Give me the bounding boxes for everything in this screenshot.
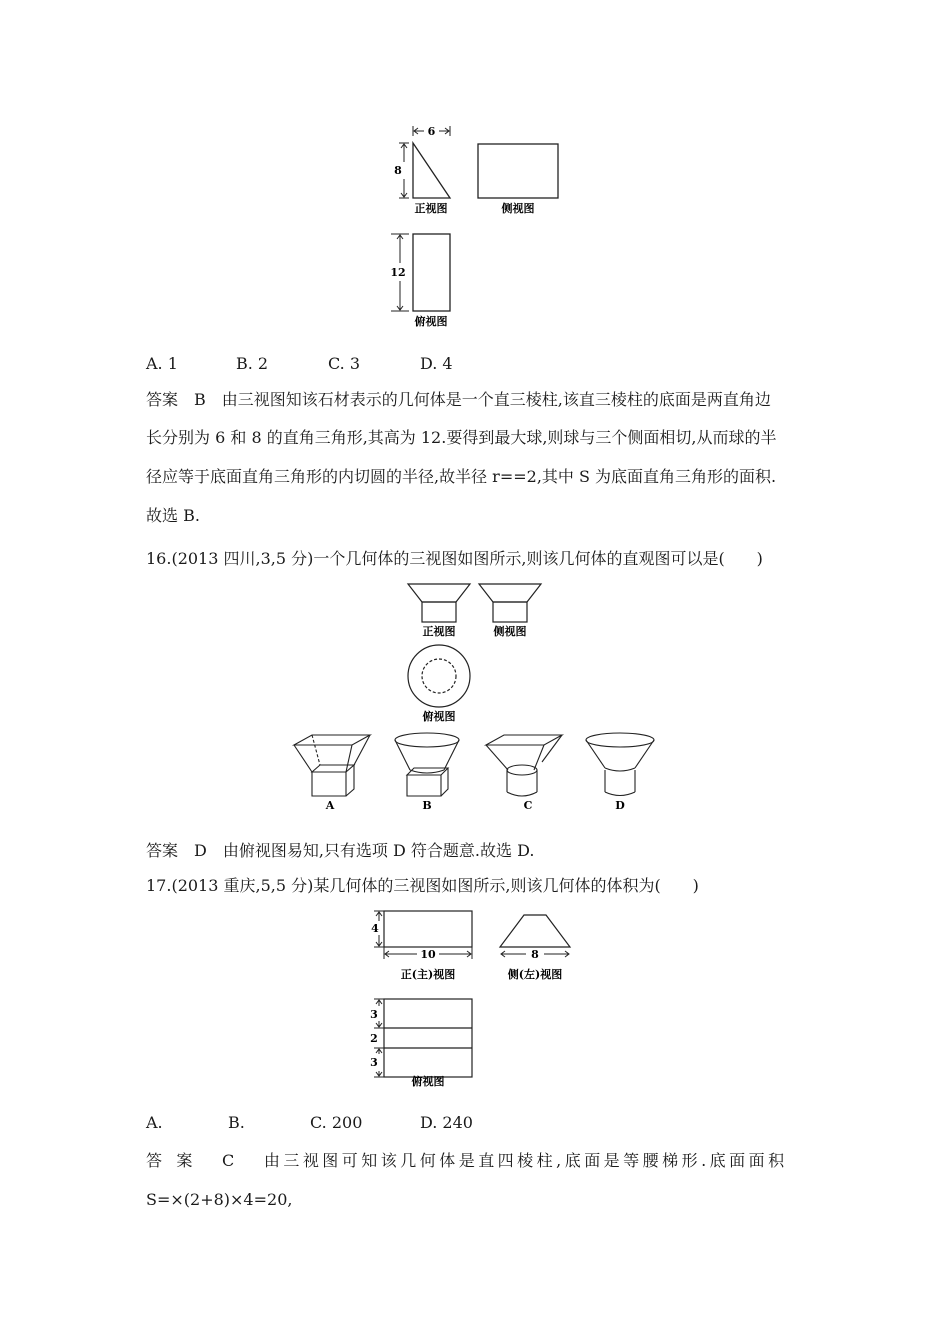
q17-dimension-top-label: 8 <box>531 948 539 961</box>
q17-dimension-row-3-label: 3 <box>370 1056 378 1069</box>
q17-side-view-trapezoid <box>500 915 570 947</box>
choice-d-solid <box>586 733 654 796</box>
choice-c-label: C <box>523 799 533 812</box>
q15-answer-line-4: 故选 B. <box>146 506 200 525</box>
dimension-height-label: 8 <box>394 164 402 177</box>
choice-b-solid <box>395 733 459 796</box>
figure-q16-three-views <box>400 578 550 726</box>
q17-answer-line-1: 答 案 C 由 三 视 图 可 知 该 几 何 体 是 直 四 棱 柱 , 底 面 是 等 腰 梯 形 . 底 面 面 积 <box>146 1151 784 1170</box>
choice-a-label: A <box>325 799 335 812</box>
q17-options <box>146 1113 473 1133</box>
q15-option-b: B. 2 <box>236 354 269 373</box>
figure-three-views-prism <box>380 118 580 333</box>
side-view-rect <box>478 144 558 198</box>
q16-top-view-label: 俯视图 <box>422 710 456 723</box>
q17-top-view <box>384 999 472 1077</box>
q17-answer-line-2: S=×(2+8)×4=20, <box>146 1190 293 1209</box>
q17-dimension-length-label: 10 <box>420 948 436 961</box>
q15-answer-line-2: 长分别为 6 和 8 的直角三角形,其高为 12.要得到最大球,则球与三个侧面相切,从而球的半 <box>146 428 777 447</box>
q16-side-view-label: 侧视图 <box>493 625 527 638</box>
q17-option-c: C. 200 <box>310 1113 363 1132</box>
side-view-label: 侧视图 <box>501 202 535 215</box>
q17-option-a: A. <box>146 1113 163 1132</box>
q16-side-view <box>479 584 541 622</box>
figure-q16-choices <box>290 730 670 812</box>
q17-top-view-label: 俯视图 <box>411 1075 445 1088</box>
q17-side-view-label: 侧(左)视图 <box>507 968 563 981</box>
q17-option-d: D. 240 <box>420 1113 473 1132</box>
q17-dimension-row-2-label: 2 <box>370 1032 378 1045</box>
q15-options <box>146 354 453 374</box>
q15-option-c: C. 3 <box>328 354 361 373</box>
q17-front-view <box>384 911 472 947</box>
q17-dimension-row-1-label: 3 <box>370 1008 378 1021</box>
choice-c-solid <box>486 735 562 796</box>
q15-answer-line-3: 径应等于底面直角三角形的内切圆的半径,故半径 r==2,其中 S 为底面直角三角形的面积. <box>146 467 777 486</box>
choice-b-label: B <box>422 799 432 812</box>
q15-option-d: D. 4 <box>420 354 453 373</box>
q16-top-view <box>408 645 470 707</box>
q16-answer: 答案 D 由俯视图易知,只有选项 D 符合题意.故选 D. <box>146 841 535 860</box>
q17-option-b: B. <box>228 1113 245 1132</box>
q17-question: 17.(2013 重庆,5,5 分)某几何体的三视图如图所示,则该几何体的体积为( ) <box>146 876 699 895</box>
q16-front-view <box>408 584 470 622</box>
q15-option-a: A. 1 <box>146 354 178 373</box>
figure-q17-three-views <box>362 905 592 1090</box>
q17-front-view-label: 正(主)视图 <box>400 968 456 981</box>
q17-dimension-height-label: 4 <box>371 922 379 935</box>
top-view-label: 俯视图 <box>414 315 448 328</box>
front-view-label: 正视图 <box>414 202 448 215</box>
choice-d-label: D <box>615 799 625 812</box>
dimension-depth-label: 12 <box>390 266 406 279</box>
choice-a-solid <box>294 735 370 796</box>
dimension-width-label: 6 <box>427 125 436 138</box>
q15-answer-line-1: 答案 B 由三视图知该石材表示的几何体是一个直三棱柱,该直三棱柱的底面是两直角边 <box>146 390 771 409</box>
q16-question: 16.(2013 四川,3,5 分)一个几何体的三视图如图所示,则该几何体的直观图可以是( ) <box>146 549 763 568</box>
top-view-rect <box>413 234 450 311</box>
q16-front-view-label: 正视图 <box>422 625 456 638</box>
front-view-triangle <box>413 143 450 198</box>
